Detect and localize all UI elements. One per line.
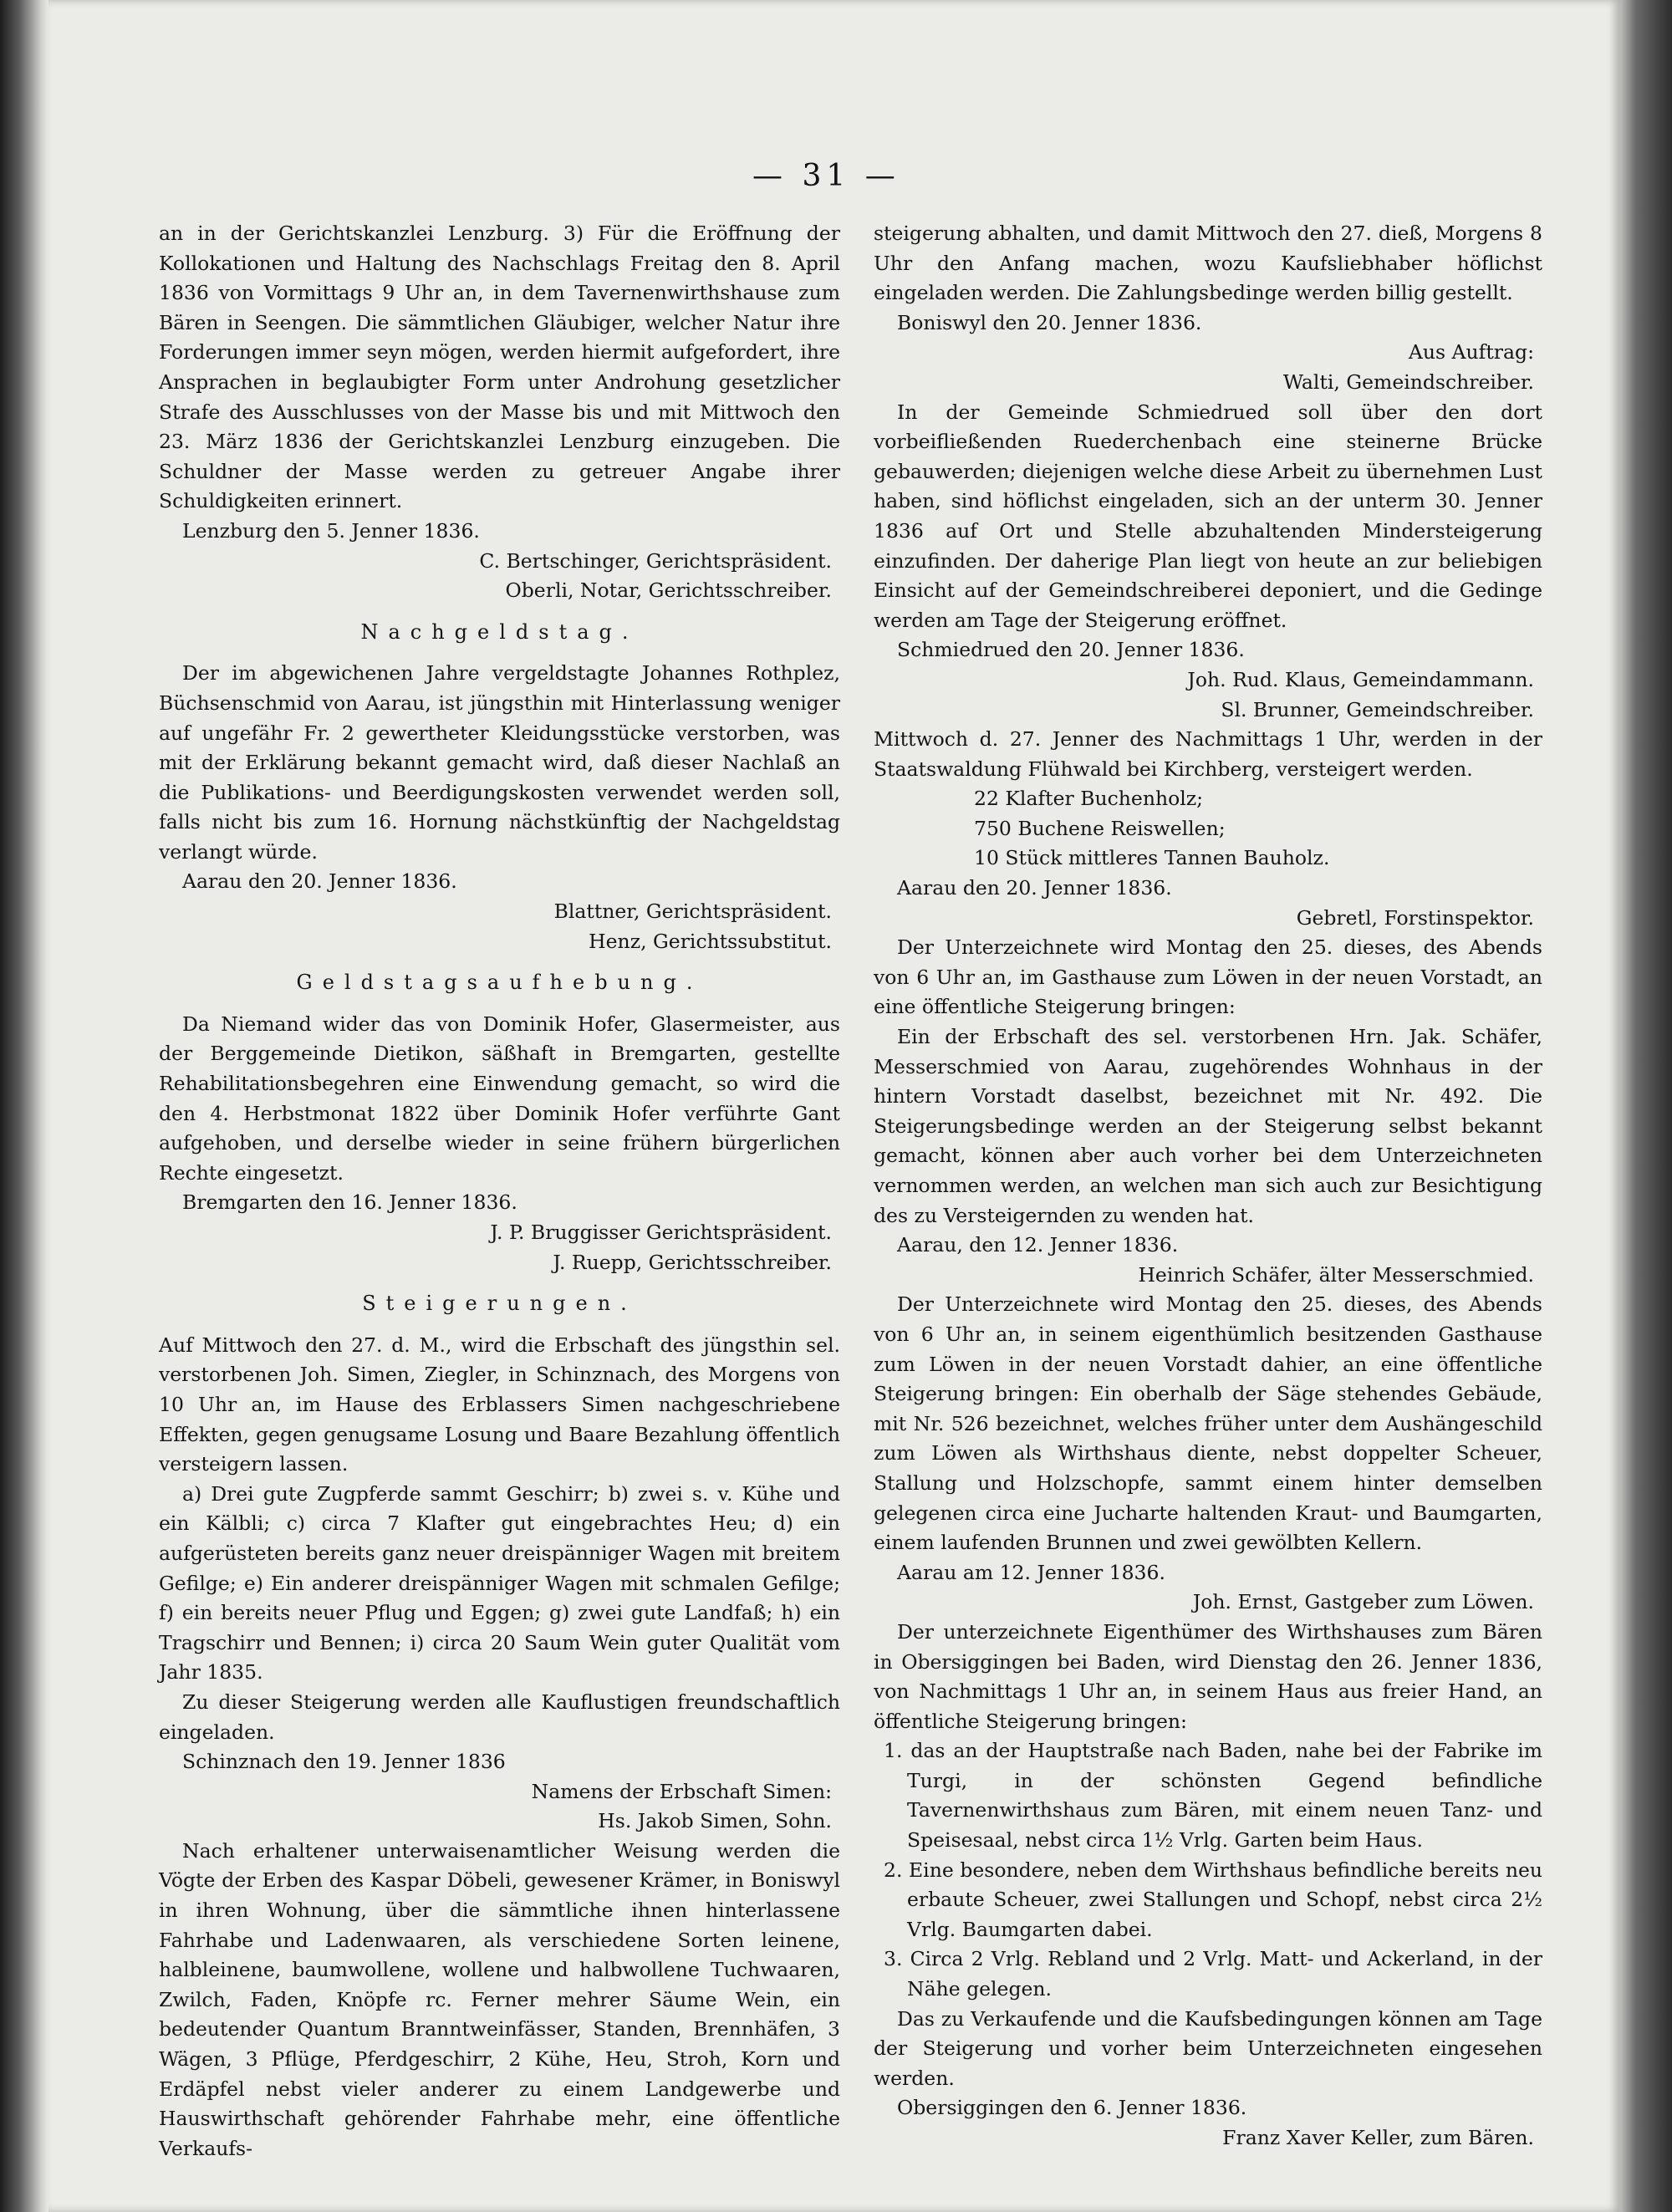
paragraph: a) Drei gute Zugpferde sammt Geschirr; b) zwei s. v. Kühe und ein Kälbli; c) circa 7 Klafter gut eingebrachtes Heu; d) ein aufgerüsteten bereits ganz neuer dreispänniger Wagen mit breitem Gefilge; e) Ein anderer dreispänniger Wagen mit schmalen Gefilge; f) ein bereits neuer Pflug und Eggen; g) zwei gute Landfaß; h) ein Tragschirr und Bennen; i) circa 20 Saum Wein guter Qualität vom Jahr 1835. [159, 1481, 840, 1684]
list-item: 750 Buchene Reiswellen; [974, 816, 1226, 840]
signature-line: Gebretl, Forstinspektor. [1296, 905, 1534, 930]
page-edge-shadow [1620, 0, 1672, 2212]
paragraph: Boniswyl den 20. Jenner 1836. [897, 310, 1202, 334]
paragraph: Mittwoch d. 27. Jenner des Nachmittags 1 Uhr, werden in der Staatswaldung Flühwald bei Kirchberg, versteigert werden. [874, 727, 1542, 781]
paragraph: Aarau den 20. Jenner 1836. [897, 876, 1172, 900]
section-heading: Steigerungen. [362, 1292, 637, 1316]
signature-line: Blattner, Gerichtspräsident. [553, 900, 832, 924]
left-column [159, 219, 840, 2164]
paragraph: Der Unterzeichnete wird Montag den 25. dieses, des Abends von 6 Uhr an, im Gasthause zum Löwen in der neuen Vorstadt, an eine öffentliche Steigerung bringen: [874, 935, 1542, 1019]
paragraph: Das zu Verkaufende und die Kaufsbedingungen können am Tage der Steigerung und vorher beim Unterzeichneten eingesehen werden. [874, 2006, 1542, 2090]
paragraph: Schmiedrued den 20. Jenner 1836. [897, 638, 1245, 662]
paragraph: Der im abgewichenen Jahre vergeldstagte Johannes Rothplez, Büchsenschmid von Aarau, ist jüngsthin mit Hinterlassung weniger auf ungefähr Fr. 2 gewertheter Kleidungsstücke verstorben, was mit der Erklärung bekannt gemacht wird, daß dieser Nachlaß an die Publikations- und Beerdigungskosten verwendet werden soll, falls nicht bis zum 16. Hornung nächstkünftig der Nachgeldstag verlangt würde. [159, 661, 840, 864]
paragraph: Zu dieser Steigerung werden alle Kauflustigen freundschaftlich eingeladen. [159, 1690, 840, 1744]
signature-line: Franz Xaver Keller, zum Bären. [1222, 2126, 1534, 2149]
paragraph: Schinznach den 19. Jenner 1836 [182, 1750, 506, 1774]
paragraph: Ein der Erbschaft des sel. verstorbenen Hrn. Jak. Schäfer, Messerschmied von Aarau, zugehörendes Wohnhaus in der hintern Vorstadt daselbst, bezeichnet mit Nr. 492. Die Steigerungsbedinge werden an der Steigerung selbst bekannt gemacht, können aber auch vorher bei dem Unterzeichneten vernommen werden, an welchen man sich auch zur Besichtigung des zu Versteigernden zu wenden hat. [874, 1025, 1542, 1227]
list-item: 22 Klafter Buchenholz; [974, 787, 1204, 811]
book-spine [0, 0, 48, 2212]
paragraph: Aarau am 12. Jenner 1836. [897, 1560, 1165, 1584]
paragraph: Der Unterzeichnete wird Montag den 25. dieses, des Abends von 6 Uhr an, in seinem eigenthümlich besitzenden Gasthause zum Löwen in der neuen Vorstadt dahier, an eine öffentliche Steigerung bringen: Ein oberhalb der Säge stehendes Gebäude, mit Nr. 526 bezeichnet, welches früher unter dem Aushängeschild zum Löwen als Wirthshaus diente, nebst doppelter Scheuer, Stallung und Holzschopfe, sammt einem hinter demselben gelegenen circa eine Jucharte haltenden Kraut- und Baumgarten, einem laufenden Brunnen und zwei gewölbten Kellern. [874, 1292, 1542, 1555]
signature-line: Joh. Rud. Klaus, Gemeindammann. [1187, 667, 1534, 691]
paragraph: Der unterzeichnete Eigenthümer des Wirthshauses zum Bären in Obersiggingen bei Baden, wird Dienstag den 26. Jenner 1836, von Nachmittags 1 Uhr an, in seinem Haus aus freier Hand, an öffentliche Steigerung bringen: [874, 1619, 1542, 1733]
numbered-item: 1. das an der Hauptstraße nach Baden, nahe bei der Fabrike im Turgi, in der schönsten Gegend befindliche Tavernenwirthshaus zum Bären, mit einem neuen Tanz- und Speisesaal, nebst circa 1½ Vrlg. Garten beim Haus. [884, 1739, 1542, 1853]
right-column [874, 219, 1542, 2153]
paragraph: In der Gemeinde Schmiedrued soll über den dort vorbeifließenden Ruederchenbach eine steinerne Brücke gebauwerden; diejenigen welche diese Arbeit zu übernehmen Lust haben, sind höflichst eingeladen, sich an der unterm 30. Jenner 1836 auf Ort und Stelle abzuhaltenden Mindersteigerung einzufinden. Der daherige Plan liegt von heute an zur beliebigen Einsicht auf der Gemeindschreiberei deponiert, und die Gedinge werden am Tage der Steigerung eröffnet. [874, 400, 1542, 632]
paragraph: Aarau, den 12. Jenner 1836. [897, 1233, 1179, 1257]
page-number: — 31 — [752, 159, 900, 193]
list-item: 10 Stück mittleres Tannen Bauholz. [974, 846, 1330, 870]
numbered-item: 3. Circa 2 Vrlg. Rebland und 2 Vrlg. Matt- und Ackerland, in der Nähe gelegen. [884, 1947, 1542, 2001]
signature-line: Heinrich Schäfer, älter Messerschmied. [1138, 1262, 1534, 1287]
signature-line: Namens der Erbschaft Simen: [531, 1779, 832, 1803]
signature-line: Sl. Brunner, Gemeindschreiber. [1221, 697, 1534, 721]
paragraph: Bremgarten den 16. Jenner 1836. [182, 1190, 517, 1215]
signature-line: J. Ruepp, Gerichtsschreiber. [553, 1250, 832, 1274]
section-heading: Geldstagsaufhebung. [296, 971, 703, 995]
paragraph: Da Niemand wider das von Dominik Hofer, Glasermeister, aus der Berggemeinde Dietikon, säßhaft in Bremgarten, gestellte Rehabilitationsbegehren eine Einwendung gemacht, so wird die den 4. Herbstmonat 1822 über Dominik Hofer verführte Gant aufgehoben, und derselbe wieder in seine frühern bürgerlichen Rechte eingesetzt. [159, 1012, 840, 1185]
paragraph: Nach erhaltener unterwaisenamtlicher Weisung werden die Vögte der Erben des Kaspar Döbeli, gewesener Krämer, in Boniswyl in ihren Wohnung, über die sämmtliche ihnen hinterlassene Fahrhabe und Ladenwaaren, als verschiedene Sorten leinene, halbleinene, baumwollene, wollene und halbwollene Tuchwaaren, Zwilch, Faden, Knöpfe rc. Ferner mehrer Säume Wein, ein bedeutender Quantum Branntweinfässer, Standen, Brennhäfen, 3 Wägen, 3 Pflüge, Pferdgeschirr, 2 Kühe, Heu, Stroh, Korn und Erdäpfel nebst vieler anderer zu einem Landgewerbe und Hauswirthschaft gehörender Fahrhabe mehr, eine öffentliche Verkaufs- [159, 1838, 840, 2160]
paragraph: steigerung abhalten, und damit Mittwoch den 27. dieß, Morgens 8 Uhr den Anfang machen, wozu Kaufsliebhaber höflichst eingeladen werden. Die Zahlungsbedinge werden billig gestellt. [874, 222, 1542, 305]
numbered-item: 2. Eine besondere, neben dem Wirthshaus befindliche bereits neu erbaute Scheuer, zwei Stallungen und Schopf, nebst circa 2½ Vrlg. Baumgarten dabei. [884, 1858, 1542, 1941]
signature-line: Oberli, Notar, Gerichtsschreiber. [505, 578, 832, 603]
signature-line: Walti, Gemeindschreiber. [1282, 370, 1534, 394]
signature-line: Hs. Jakob Simen, Sohn. [598, 1809, 832, 1833]
signature-line: Aus Auftrag: [1408, 340, 1534, 364]
signature-line: C. Bertschinger, Gerichtspräsident. [479, 548, 832, 573]
paragraph: Obersiggingen den 6. Jenner 1836. [897, 2096, 1247, 2120]
signature-line: Henz, Gerichtssubstitut. [589, 929, 832, 953]
section-heading: Nachgeldstag. [360, 619, 639, 644]
paragraph: an in der Gerichtskanzlei Lenzburg. 3) Für die Eröffnung der Kollokationen und Haltung des Nachschlags Freitag den 8. April 1836 von Vormittags 9 Uhr an, in dem Tavernenwirthshause zum Bären in Seengen. Die sämmtlichen Gläubiger, welcher Natur ihre Forderungen immer seyn mögen, werden hiermit aufgefordert, ihre Ansprachen in beglaubigter Form unter Androhung gesetzlicher Strafe des Ausschlusses von der Masse bis und mit Mittwoch den 23. März 1836 der Gerichtskanzlei Lenzburg einzugeben. Die Schuldner der Masse werden zu getreuer Angabe ihrer Schuldigkeiten erinnert. [159, 222, 840, 513]
paragraph: Lenzburg den 5. Jenner 1836. [182, 518, 480, 543]
paragraph: Aarau den 20. Jenner 1836. [182, 869, 457, 894]
signature-line: J. P. Bruggisser Gerichtspräsident. [490, 1221, 832, 1244]
signature-line: Joh. Ernst, Gastgeber zum Löwen. [1192, 1590, 1534, 1614]
paragraph: Auf Mittwoch den 27. d. M., wird die Erbschaft des jüngsthin sel. verstorbenen Joh. Simen, Ziegler, in Schinznach, des Morgens von 10 Uhr an, im Hause des Erblassers Simen nachgeschriebene Effekten, gegen genugsame Losung und Baare Bezahlung öffentlich versteigern lassen. [159, 1333, 840, 1476]
